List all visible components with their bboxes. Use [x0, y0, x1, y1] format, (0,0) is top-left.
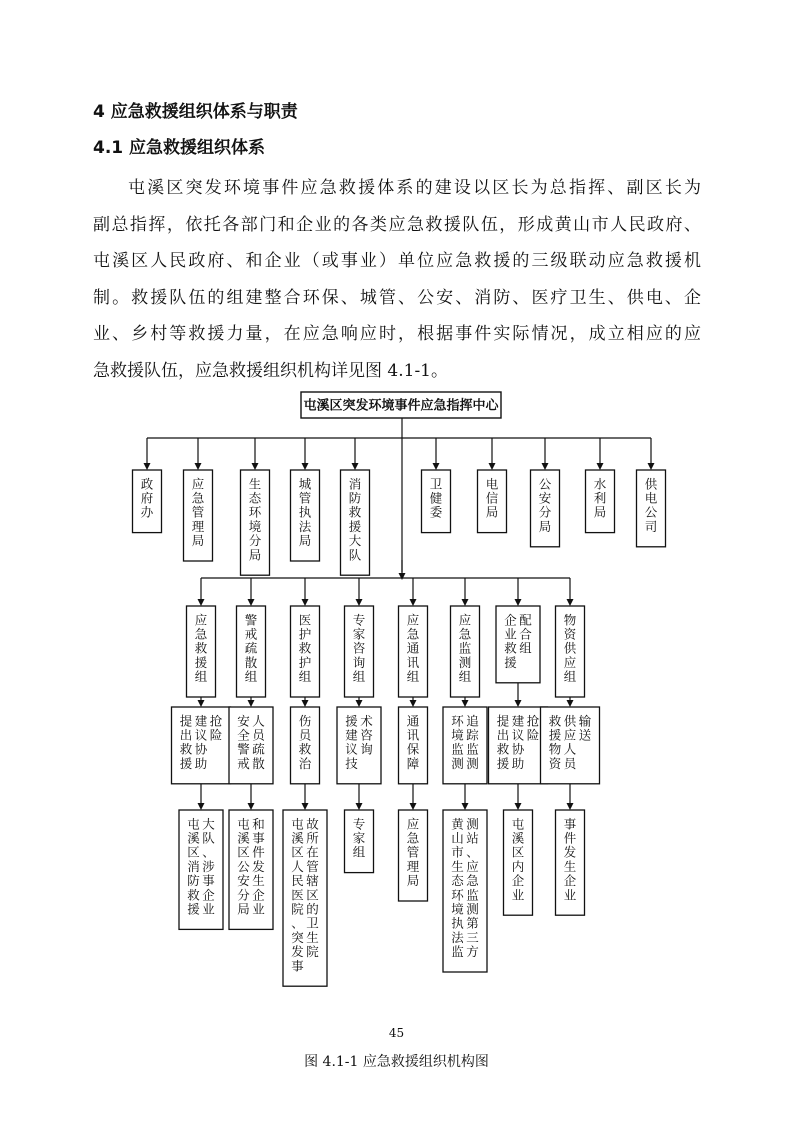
- group-members-char: 三: [466, 929, 479, 945]
- group-members-char: 溪: [237, 830, 250, 846]
- department-char: 电: [485, 476, 499, 492]
- group-members-char: 生: [306, 929, 319, 945]
- group-members-char: 事: [252, 830, 265, 846]
- department-char: 供: [644, 476, 658, 492]
- arrow-head: [410, 599, 417, 606]
- group-char: 应: [194, 612, 208, 628]
- group-duty-char: 环: [451, 713, 464, 729]
- group-duty-char: 应: [563, 727, 577, 743]
- paragraph-line: 制。救援队伍的组建整合环保、城管、公安、消防、医疗卫生、供电、企: [93, 287, 701, 308]
- group-duty-char: 供: [563, 713, 577, 729]
- group-duty-char: 救: [298, 741, 312, 757]
- group-members-char: 屯: [291, 816, 304, 832]
- group-members-char: 屯: [237, 816, 250, 832]
- group-members-char: 消: [187, 858, 200, 874]
- group-char: 合: [519, 626, 532, 642]
- group-duty-char: 险: [526, 727, 540, 743]
- arrow-head: [489, 463, 496, 470]
- group-char: 急: [194, 626, 208, 642]
- group-members-char: 件: [563, 830, 577, 846]
- department-char: 态: [248, 490, 262, 506]
- arrow-head: [356, 803, 363, 810]
- group-duty-char: 散: [252, 755, 265, 771]
- arrow-head: [515, 599, 522, 606]
- group-duty-char: 资: [548, 755, 562, 771]
- arrow-head: [515, 803, 522, 810]
- group-char: 专: [352, 612, 366, 628]
- department-char: 局: [248, 547, 262, 563]
- group-duty-char: 助: [194, 755, 208, 771]
- group-members-char: 生: [563, 858, 577, 874]
- arrow-head: [248, 803, 255, 810]
- group-duty-char: 援: [179, 755, 193, 771]
- arrow-head: [410, 803, 417, 810]
- department-char: 理: [191, 518, 205, 534]
- group-char: 组: [194, 669, 208, 685]
- department-char: 境: [248, 518, 262, 534]
- group-members-char: 公: [237, 858, 250, 874]
- group-duty-char: 送: [578, 727, 592, 743]
- arrow-head: [302, 700, 309, 707]
- group-duty-char: 出: [496, 727, 510, 743]
- group-duty-char: 境: [451, 727, 464, 743]
- group-duty-char: 追: [466, 713, 479, 729]
- group-members-char: 所: [306, 830, 319, 846]
- group-members-char: 区: [511, 844, 525, 860]
- group-members-char: 局: [406, 873, 420, 889]
- group-duty-char: 测: [466, 755, 479, 771]
- group-duty-char: 询: [360, 741, 373, 757]
- group-members-char: 人: [291, 858, 304, 874]
- arrow-head: [433, 463, 440, 470]
- group-members-char: 管: [406, 844, 420, 860]
- department-char: 局: [593, 504, 607, 520]
- department-char: 公: [644, 504, 658, 520]
- department-char: 消: [348, 476, 362, 492]
- department-char: 司: [644, 518, 658, 534]
- department-char: 委: [429, 504, 443, 520]
- department-char: 局: [298, 533, 312, 549]
- section-heading: 4 应急救援组织体系与职责: [93, 102, 298, 122]
- group-members-char: 业: [511, 887, 525, 903]
- department-char: 环: [248, 504, 262, 520]
- group-members-char: 故: [306, 816, 319, 832]
- group-members-char: 组: [352, 844, 366, 860]
- arrow-head: [195, 463, 202, 470]
- group-members-char: 方: [466, 944, 479, 960]
- group-duty-char: 险: [209, 727, 223, 743]
- group-duty-char: 治: [298, 755, 312, 771]
- group-duty-char: 救: [179, 741, 193, 757]
- department-char: 法: [298, 518, 312, 534]
- group-char: 护: [298, 654, 312, 670]
- group-members-char: 企: [202, 887, 215, 903]
- group-members-char: 急: [466, 873, 479, 889]
- group-members-box: [443, 810, 487, 972]
- arrow-head: [302, 599, 309, 606]
- group-duty-char: 伤: [298, 713, 312, 729]
- group-members-char: 事: [563, 816, 577, 832]
- group-char: 企: [504, 612, 517, 628]
- group-char: 救: [194, 640, 208, 656]
- group-duty-char: 咨: [360, 727, 373, 743]
- group-members-char: 医: [291, 887, 304, 903]
- group-char: 护: [298, 626, 312, 642]
- group-duty-char: 议: [511, 727, 525, 743]
- group-members-char: 民: [291, 873, 304, 889]
- page-number: 45: [388, 1026, 405, 1040]
- group-duty-box: [443, 707, 487, 784]
- group-members-char: 企: [511, 873, 525, 889]
- group-members-char: 救: [187, 887, 200, 903]
- group-duty-char: 提: [179, 713, 193, 729]
- group-members-char: 管: [306, 858, 319, 874]
- group-char: 组: [406, 669, 420, 685]
- department-char: 府: [140, 490, 154, 506]
- group-members-box: [283, 810, 327, 986]
- group-members-char: 应: [466, 858, 479, 874]
- arrow-head: [567, 599, 574, 606]
- group-duty-char: 建: [511, 713, 525, 729]
- group-duty-char: 疏: [252, 741, 265, 757]
- group-char: 急: [406, 626, 420, 642]
- group-members-char: 辖: [306, 873, 319, 889]
- group-duty-char: 援: [345, 713, 358, 729]
- group-members-char: 业: [252, 901, 265, 917]
- paragraph-line: 副总指挥，依托各部门和企业的各类应急救援队伍，形成黄山市人民政府、: [93, 214, 701, 235]
- group-char: 组: [298, 669, 312, 685]
- arrow-head: [302, 463, 309, 470]
- group-members-char: 市: [451, 844, 464, 860]
- group-char: 供: [563, 640, 577, 656]
- group-members-char: 和: [252, 816, 265, 832]
- group-duty-char: 员: [252, 727, 265, 743]
- group-duty-char: 人: [563, 741, 577, 757]
- group-members-char: 境: [451, 901, 464, 917]
- group-members-char: 、: [466, 844, 479, 860]
- group-duty-char: 戒: [237, 755, 250, 771]
- group-members-char: 黄: [451, 816, 464, 832]
- group-char: 咨: [352, 640, 366, 656]
- group-duty-char: 输: [578, 713, 592, 729]
- group-duty-char: 全: [237, 727, 250, 743]
- group-char: 测: [458, 654, 472, 670]
- group-char: 医: [298, 612, 312, 628]
- group-char: 戒: [244, 626, 258, 642]
- group-members-char: 理: [406, 858, 420, 874]
- group-char: 组: [352, 669, 366, 685]
- group-members-char: 、: [291, 915, 304, 931]
- arrow-head: [352, 463, 359, 470]
- paragraph-line: 屯溪区人民政府、和企业（或事业）单位应急救援的三级联动应急救援机: [93, 251, 701, 271]
- paragraph-line: 业、乡村等救援力量，在应急响应时，根据事件实际情况，成立相应的应: [93, 324, 701, 344]
- group-members-char: 发: [291, 944, 304, 960]
- department-char: 政: [140, 476, 154, 492]
- arrow-head: [410, 700, 417, 707]
- arrow-head: [356, 599, 363, 606]
- group-char: 救: [504, 640, 517, 656]
- department-char: 安: [538, 490, 552, 506]
- arrow-head: [515, 700, 522, 707]
- paragraph-line: 屯溪区突发环境事件应急救援体系的建设以区长为总指挥、副区长为: [128, 178, 701, 198]
- group-members-char: 测: [466, 816, 479, 832]
- group-members-char: 监: [451, 944, 464, 960]
- group-members-char: 企: [563, 873, 577, 889]
- group-char: 业: [504, 626, 517, 642]
- group-members-char: 生: [252, 873, 265, 889]
- group-members-char: 企: [252, 887, 265, 903]
- department-char: 局: [191, 533, 205, 549]
- group-members-char: 执: [451, 915, 464, 931]
- group-box: [496, 606, 540, 683]
- group-members-char: 区: [291, 844, 304, 860]
- group-duty-char: 警: [237, 741, 250, 757]
- department-char: 大: [348, 533, 362, 549]
- group-char: 急: [458, 626, 472, 642]
- group-char: 疏: [244, 640, 258, 656]
- department-char: 利: [593, 490, 607, 506]
- department-char: 队: [348, 547, 362, 563]
- group-members-char: 山: [451, 830, 464, 846]
- group-members-char: 应: [406, 816, 420, 832]
- arrow-head: [462, 803, 469, 810]
- department-char: 救: [348, 504, 362, 520]
- department-char: 执: [298, 504, 312, 520]
- arrow-head: [567, 700, 574, 707]
- group-duty-char: 援: [548, 727, 562, 743]
- arrow-head: [597, 463, 604, 470]
- figure-caption: 图 4.1-1 应急救援组织机构图: [304, 1054, 489, 1070]
- group-members-char: 突: [291, 929, 304, 945]
- group-duty-char: 人: [252, 713, 265, 729]
- group-char: 资: [563, 626, 577, 642]
- group-duty-char: 物: [548, 741, 562, 757]
- group-duty-char: 员: [563, 755, 577, 771]
- group-members-char: 环: [451, 887, 464, 903]
- arrow-head: [567, 803, 574, 810]
- paragraph-line: 急救援队伍，应急救援组织机构详见图 4.1-1。: [93, 360, 448, 381]
- group-members-box: [229, 810, 273, 929]
- department-char: 城: [298, 476, 312, 492]
- group-members-char: 援: [187, 901, 200, 917]
- department-char: 援: [348, 518, 362, 534]
- group-members-char: 溪: [511, 830, 525, 846]
- group-char: 组: [244, 669, 258, 685]
- arrow-head: [356, 700, 363, 707]
- group-members-char: 事: [291, 958, 304, 974]
- arrow-head: [248, 599, 255, 606]
- group-members-char: 发: [252, 858, 265, 874]
- group-members-char: 屯: [187, 816, 200, 832]
- department-char: 信: [485, 490, 499, 506]
- group-members-char: 站: [466, 830, 479, 846]
- group-char: 援: [194, 654, 208, 670]
- department-char: 公: [538, 476, 552, 492]
- group-char: 配: [519, 612, 532, 628]
- group-duty-char: 建: [345, 727, 358, 743]
- group-char: 物: [563, 612, 577, 628]
- group-duty-char: 议: [345, 741, 358, 757]
- group-members-char: 溪: [291, 830, 304, 846]
- group-duty-char: 协: [194, 741, 208, 757]
- group-members-char: 态: [451, 873, 464, 889]
- group-members-char: 分: [237, 887, 250, 903]
- group-members-char: 的: [306, 901, 319, 917]
- group-members-char: 院: [291, 901, 304, 917]
- department-char: 分: [538, 504, 552, 520]
- group-duty-char: 援: [496, 755, 510, 771]
- group-members-box: [179, 810, 223, 929]
- group-members-char: 屯: [511, 816, 525, 832]
- group-members-char: 件: [252, 844, 265, 860]
- department-char: 管: [191, 504, 205, 520]
- department-char: 卫: [429, 476, 443, 492]
- group-char: 援: [504, 654, 517, 670]
- group-members-char: 家: [352, 830, 366, 846]
- root-label: 屯溪区突发环境事件应急指挥中心: [303, 398, 499, 414]
- group-members-char: 法: [451, 929, 464, 945]
- group-char: 散: [244, 654, 258, 670]
- group-char: 通: [406, 640, 420, 656]
- group-members-char: 安: [237, 873, 250, 889]
- group-members-char: 专: [352, 816, 366, 832]
- group-duty-char: 技: [345, 755, 358, 771]
- group-duty-char: 议: [194, 727, 208, 743]
- arrow-head: [399, 573, 406, 580]
- group-char: 讯: [406, 654, 420, 670]
- arrow-head: [198, 700, 205, 707]
- group-duty-char: 协: [511, 741, 525, 757]
- group-duty-char: 救: [496, 741, 510, 757]
- department-char: 生: [248, 476, 262, 492]
- group-duty-char: 讯: [406, 727, 420, 743]
- group-members-char: 溪: [187, 830, 200, 846]
- group-members-char: 局: [237, 901, 250, 917]
- group-char: 应: [406, 612, 420, 628]
- group-members-char: 监: [466, 887, 479, 903]
- group-members-char: 第: [466, 915, 479, 931]
- arrow-head: [248, 700, 255, 707]
- group-duty-char: 建: [194, 713, 208, 729]
- group-members-char: 院: [306, 944, 319, 960]
- group-duty-char: 员: [298, 727, 312, 743]
- department-char: 管: [298, 490, 312, 506]
- group-members-char: 生: [451, 858, 464, 874]
- group-duty-box: [337, 707, 381, 784]
- group-char: 组: [458, 669, 472, 685]
- department-char: 局: [538, 518, 552, 534]
- group-members-char: 内: [511, 858, 525, 874]
- group-char: 询: [352, 654, 366, 670]
- arrow-head: [648, 463, 655, 470]
- group-members-char: 区: [237, 844, 250, 860]
- group-duty-char: 保: [406, 741, 420, 757]
- group-char: 应: [458, 612, 472, 628]
- group-members-char: 急: [406, 830, 420, 846]
- arrow-head: [144, 463, 151, 470]
- arrow-head: [462, 599, 469, 606]
- group-members-char: 区: [187, 844, 200, 860]
- arrow-head: [542, 463, 549, 470]
- group-members-char: 测: [466, 901, 479, 917]
- group-duty-char: 出: [179, 727, 193, 743]
- group-members-char: 在: [306, 844, 319, 860]
- department-char: 分: [248, 533, 262, 549]
- group-members-char: 业: [202, 901, 215, 917]
- group-duty-char: 提: [496, 713, 510, 729]
- department-char: 水: [593, 476, 607, 492]
- arrow-head: [302, 803, 309, 810]
- department-char: 急: [191, 490, 205, 506]
- group-members-char: 业: [563, 887, 577, 903]
- department-char: 健: [429, 490, 443, 506]
- group-duty-char: 障: [406, 755, 420, 771]
- group-members-char: 队: [202, 830, 215, 846]
- group-members-char: 事: [202, 873, 215, 889]
- group-members-char: 卫: [306, 915, 319, 931]
- group-duty-char: 测: [451, 755, 464, 771]
- group-members-char: 防: [187, 873, 200, 889]
- group-members-char: 、: [202, 844, 215, 860]
- arrow-head: [462, 700, 469, 707]
- arrow-head: [198, 803, 205, 810]
- group-duty-char: 抢: [209, 713, 223, 729]
- group-members-char: 发: [563, 844, 577, 860]
- department-char: 应: [191, 476, 205, 492]
- subsection-heading: 4.1 应急救援组织体系: [93, 138, 266, 158]
- department-char: 局: [485, 504, 499, 520]
- group-char: 应: [563, 654, 577, 670]
- group-char: 救: [298, 640, 312, 656]
- group-char: 组: [519, 640, 532, 656]
- arrow-head: [252, 463, 259, 470]
- group-char: 监: [458, 640, 472, 656]
- group-duty-char: 救: [548, 713, 562, 729]
- group-char: 组: [563, 669, 577, 685]
- group-members-char: 涉: [202, 858, 215, 874]
- group-members-char: 大: [202, 816, 215, 832]
- group-char: 警: [244, 612, 258, 628]
- group-duty-char: 通: [406, 713, 420, 729]
- group-duty-box: [229, 707, 273, 784]
- group-duty-char: 术: [360, 713, 373, 729]
- group-duty-char: 监: [451, 741, 464, 757]
- group-members-char: 区: [306, 887, 319, 903]
- group-duty-char: 踪: [466, 727, 479, 743]
- department-char: 办: [140, 504, 154, 520]
- department-char: 电: [644, 490, 658, 506]
- group-duty-char: 抢: [526, 713, 540, 729]
- group-duty-char: 监: [466, 741, 479, 757]
- group-duty-char: 助: [511, 755, 525, 771]
- group-duty-char: 安: [237, 713, 250, 729]
- arrow-head: [198, 599, 205, 606]
- department-char: 防: [348, 490, 362, 506]
- group-char: 家: [352, 626, 366, 642]
